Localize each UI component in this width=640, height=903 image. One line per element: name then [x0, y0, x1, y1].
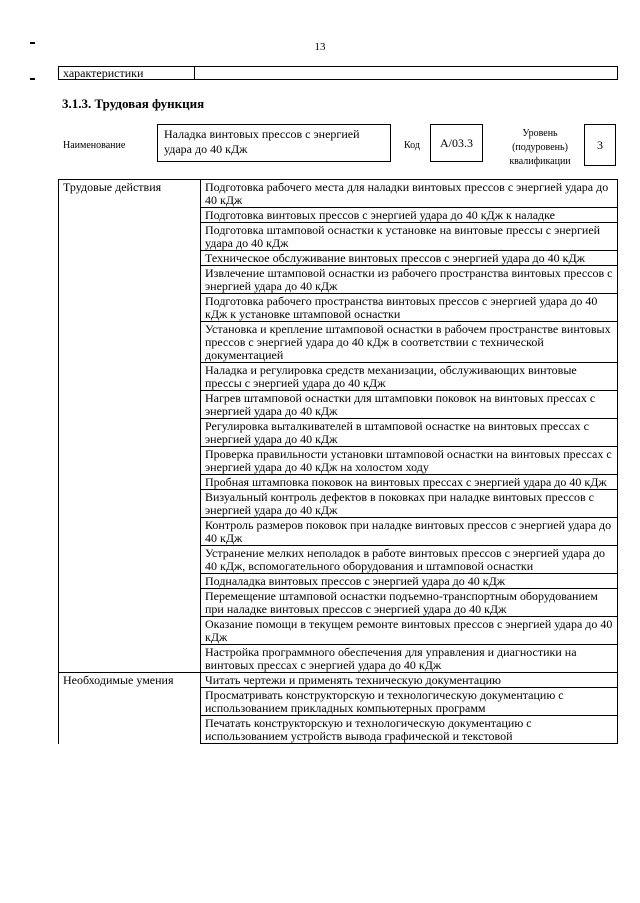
- table-row: [59, 180, 618, 208]
- item-cell: Контроль размеров поковок при наладке винтовых прессов с энергией удара до 40 кДж: [201, 518, 618, 546]
- item-cell: Регулировка выталкивателей в штамповой оснастке на винтовых прессах с энергией удара до 40 кДж: [201, 419, 618, 447]
- previous-table-empty-cell: [195, 67, 618, 80]
- table-row: [59, 447, 618, 475]
- table-row: [59, 490, 618, 518]
- category-cell-empty: [59, 223, 201, 251]
- table-row: [59, 208, 618, 223]
- category-cell-empty: [59, 475, 201, 490]
- category-cell-empty: [59, 322, 201, 363]
- item-cell: Подготовка рабочего пространства винтовых прессов с энергией удара до 40 кДж к установке штамповой оснастки: [201, 294, 618, 322]
- category-cell-empty: [59, 208, 201, 223]
- table-row: [59, 589, 618, 617]
- category-cell-empty: [59, 617, 201, 645]
- category-cell-empty: [59, 363, 201, 391]
- previous-table-cell: характеристики: [59, 67, 195, 80]
- category-cell-empty: [59, 447, 201, 475]
- name-label: Наименование: [63, 140, 126, 151]
- table-row: [59, 322, 618, 363]
- item-cell: Извлечение штамповой оснастки из рабочего пространства винтовых прессов с энергией удара до 40 кДж: [201, 266, 618, 294]
- category-label: Трудовые действия: [59, 180, 201, 208]
- category-cell-empty: [59, 294, 201, 322]
- code-label: Код: [404, 140, 420, 151]
- table-row: [59, 645, 618, 673]
- table-row: [59, 475, 618, 490]
- category-cell-empty: [59, 419, 201, 447]
- table-row: [59, 363, 618, 391]
- item-cell: Перемещение штамповой оснастки подъемно-транспортным оборудованием при наладке винтовых прессов с энергией удара до 40 кДж: [201, 589, 618, 617]
- item-cell: Пробная штамповка поковок на винтовых прессах с энергией удара до 40 кДж: [201, 475, 618, 490]
- category-cell-empty: [59, 688, 201, 716]
- table-row: [59, 294, 618, 322]
- table-row: [59, 688, 618, 716]
- previous-table-fragment: [58, 66, 618, 80]
- margin-mark: [30, 78, 35, 80]
- item-cell: Настройка программного обеспечения для управления и диагностики на винтовых прессах с энергией удара до 40 кДж: [201, 645, 618, 673]
- category-cell-empty: [59, 251, 201, 266]
- level-label: Уровень (подуровень) квалификации: [509, 128, 571, 167]
- table-row: [59, 251, 618, 266]
- item-cell: Техническое обслуживание винтовых прессов с энергией удара до 40 кДж: [201, 251, 618, 266]
- item-cell: Проверка правильности установки штамповой оснастки на винтовых прессах с энергией удара до 40 кДж на холостом ходу: [201, 447, 618, 475]
- category-cell-empty: [59, 574, 201, 589]
- code-box: A/03.3: [430, 124, 483, 162]
- table-row: [59, 419, 618, 447]
- table-row: [59, 546, 618, 574]
- labor-function-table: [58, 179, 618, 744]
- item-cell: Устранение мелких неполадок в работе винтовых прессов с энергией удара до 40 кДж, вспомогательного оборудования и штамповой оснастки: [201, 546, 618, 574]
- page-number: 13: [314, 41, 326, 53]
- item-cell: Печатать конструкторскую и технологическую документацию с использованием устройств вывода графической и текстовой: [201, 716, 618, 744]
- function-name-box: Наладка винтовых прессов с энергией удара до 40 кДж: [157, 124, 391, 162]
- item-cell: Оказание помощи в текущем ремонте винтовых прессов с энергией удара до 40 кДж: [201, 617, 618, 645]
- table-row: [59, 518, 618, 546]
- item-cell: Нагрев штамповой оснастки для штамповки поковок на винтовых прессах с энергией удара до 40 кДж: [201, 391, 618, 419]
- level-box: 3: [584, 124, 616, 166]
- item-cell: Подготовка винтовых прессов с энергией удара до 40 кДж к наладке: [201, 208, 618, 223]
- category-cell-empty: [59, 645, 201, 673]
- category-cell-empty: [59, 391, 201, 419]
- category-cell-empty: [59, 546, 201, 574]
- item-cell: Установка и крепление штамповой оснастки в рабочем пространстве винтовых прессов с энергией удара до 40 кДж в соответствии с технической документацией: [201, 322, 618, 363]
- section-title: 3.1.3. Трудовая функция: [62, 96, 205, 111]
- item-cell: Просматривать конструкторскую и технологическую документацию с использованием прикладных компьютерных программ: [201, 688, 618, 716]
- category-cell-empty: [59, 490, 201, 518]
- category-cell-empty: [59, 716, 201, 744]
- table-row: [59, 574, 618, 589]
- category-cell-empty: [59, 518, 201, 546]
- table-row: [59, 391, 618, 419]
- item-cell: Подготовка штамповой оснастки к установке на винтовые прессы с энергией удара до 40 кДж: [201, 223, 618, 251]
- table-row: [59, 617, 618, 645]
- table-row: [59, 223, 618, 251]
- category-label: Необходимые умения: [59, 673, 201, 688]
- item-cell: Визуальный контроль дефектов в поковках при наладке винтовых прессов с энергией удара до 40 кДж: [201, 490, 618, 518]
- table-row: [59, 266, 618, 294]
- margin-mark: [30, 42, 35, 44]
- item-cell: Подналадка винтовых прессов с энергией удара до 40 кДж: [201, 574, 618, 589]
- category-cell-empty: [59, 589, 201, 617]
- table-row: [59, 716, 618, 744]
- table-row: [59, 673, 618, 688]
- category-cell-empty: [59, 266, 201, 294]
- item-cell: Читать чертежи и применять техническую документацию: [201, 673, 618, 688]
- item-cell: Наладка и регулировка средств механизации, обслуживающих винтовые прессы с энергией удара до 40 кДж: [201, 363, 618, 391]
- item-cell: Подготовка рабочего места для наладки винтовых прессов с энергией удара до 40 кДж: [201, 180, 618, 208]
